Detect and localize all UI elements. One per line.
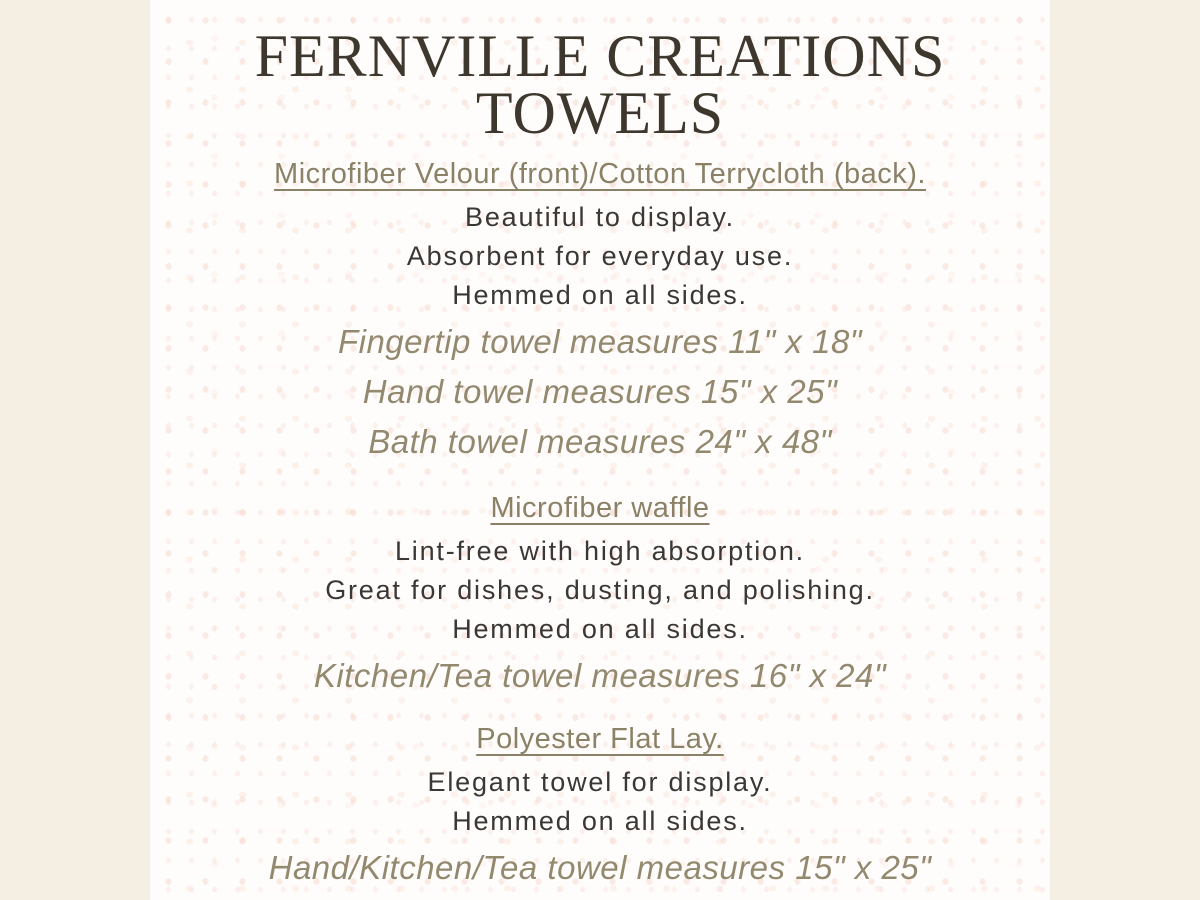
description-line: Absorbent for everyday use.: [406, 241, 794, 271]
section-polyester-flat-lay: [150, 723, 1050, 893]
towel-info-card: [150, 0, 1050, 900]
description-line: Great for dishes, dusting, and polishing.: [325, 575, 875, 605]
section-heading-polyester-flat-lay: Polyester Flat Lay.: [476, 723, 724, 755]
measurement-line: Hand towel measures 15" x 25": [362, 373, 838, 410]
section-description: [150, 532, 1050, 649]
page-title-line-2: TOWELS: [475, 80, 725, 146]
description-line: Hemmed on all sides.: [452, 280, 748, 310]
description-line: Beautiful to display.: [465, 202, 735, 232]
measurement-line: Bath towel measures 24" x 48": [368, 423, 832, 460]
description-line: Hemmed on all sides.: [452, 614, 748, 644]
description-line: Lint-free with high absorption.: [394, 536, 805, 566]
description-line: Elegant towel for display.: [427, 767, 773, 797]
section-heading-microfiber-velour: Microfiber Velour (front)/Cotton Terrycloth (back).: [274, 158, 926, 190]
section-heading-microfiber-waffle: Microfiber waffle: [490, 492, 710, 524]
section-microfiber-velour-terrycloth: [150, 158, 1050, 467]
section-measurements: [150, 317, 1050, 467]
page-title-line-1: FERNVILLE CREATIONS: [254, 23, 946, 89]
section-description: [150, 198, 1050, 315]
description-line: Hemmed on all sides.: [452, 806, 748, 836]
section-description: [150, 763, 1050, 841]
section-measurements: [150, 843, 1050, 893]
page-title: [150, 23, 1050, 146]
measurement-line: Hand/Kitchen/Tea towel measures 15" x 25": [268, 849, 932, 886]
section-measurements: [150, 651, 1050, 701]
section-microfiber-waffle: [150, 492, 1050, 701]
measurement-line: Kitchen/Tea towel measures 16" x 24": [313, 657, 887, 694]
measurement-line: Fingertip towel measures 11" x 18": [337, 323, 863, 360]
